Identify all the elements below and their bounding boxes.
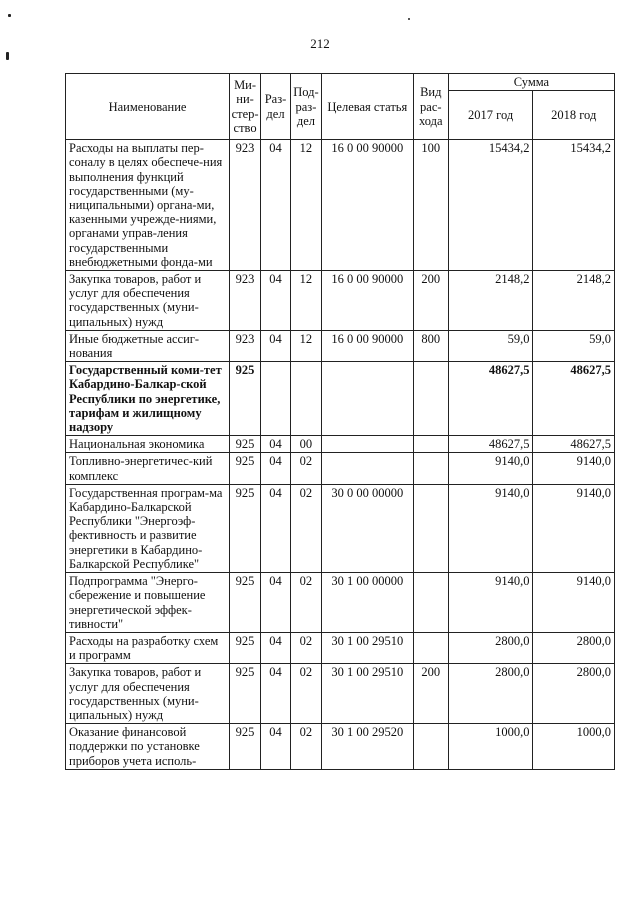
cell-sum-2017: 48627,5 (448, 362, 533, 436)
cell-section: 04 (261, 436, 291, 453)
header-section: Раз-дел (261, 74, 291, 140)
cell-sum-2018: 2800,0 (533, 632, 615, 663)
cell-target-article (321, 362, 413, 436)
cell-sum-2018: 9140,0 (533, 573, 615, 633)
cell-sum-2017: 48627,5 (448, 436, 533, 453)
cell-expense-type (413, 724, 448, 770)
cell-target-article: 30 0 00 00000 (321, 484, 413, 572)
cell-sum-2018: 1000,0 (533, 724, 615, 770)
cell-sum-2017: 9140,0 (448, 484, 533, 572)
page-number: 212 (310, 36, 330, 51)
cell-sum-2017: 9140,0 (448, 453, 533, 484)
cell-subsection: 02 (290, 453, 321, 484)
cell-sum-2018: 59,0 (533, 330, 615, 361)
cell-ministry: 925 (230, 362, 261, 436)
table-row (66, 140, 615, 271)
cell-sum-2018: 15434,2 (533, 140, 615, 271)
header-year-2017: 2017 год (448, 91, 533, 140)
cell-section: 04 (261, 271, 291, 331)
cell-subsection (290, 362, 321, 436)
cell-sum-2017: 2800,0 (448, 664, 533, 724)
cell-sum-2018: 48627,5 (533, 436, 615, 453)
table-row (66, 632, 615, 663)
cell-section: 04 (261, 664, 291, 724)
cell-expense-type: 800 (413, 330, 448, 361)
cell-expense-type: 100 (413, 140, 448, 271)
cell-target-article: 30 1 00 29510 (321, 664, 413, 724)
cell-subsection: 02 (290, 484, 321, 572)
cell-expense-type (413, 484, 448, 572)
table-row (66, 330, 615, 361)
cell-sum-2018: 2800,0 (533, 664, 615, 724)
cell-name: Государственный коми-тет Кабардино-Балкар-ской Республики по энергетике, тарифам и жилищному надзору (66, 362, 230, 436)
cell-ministry: 925 (230, 573, 261, 633)
cell-ministry: 925 (230, 484, 261, 572)
cell-sum-2018: 9140,0 (533, 453, 615, 484)
cell-subsection: 12 (290, 330, 321, 361)
header-name: Наименование (66, 74, 230, 140)
cell-sum-2017: 59,0 (448, 330, 533, 361)
cell-expense-type (413, 362, 448, 436)
cell-sum-2018: 9140,0 (533, 484, 615, 572)
cell-target-article (321, 453, 413, 484)
header-target-article: Целевая статья (321, 74, 413, 140)
cell-name: Оказание финансовой поддержки по установке приборов учета исполь- (66, 724, 230, 770)
scan-speck (8, 14, 11, 17)
cell-name: Иные бюджетные ассиг-нования (66, 330, 230, 361)
table-row (66, 453, 615, 484)
cell-ministry: 923 (230, 140, 261, 271)
cell-section: 04 (261, 140, 291, 271)
cell-target-article: 30 1 00 29520 (321, 724, 413, 770)
cell-section (261, 362, 291, 436)
cell-sum-2017: 2148,2 (448, 271, 533, 331)
cell-name: Расходы на разработку схем и программ (66, 632, 230, 663)
cell-expense-type (413, 632, 448, 663)
cell-name: Закупка товаров, работ и услуг для обеспечения государственных (муни-ципальных) нужд (66, 271, 230, 331)
cell-ministry: 925 (230, 453, 261, 484)
cell-expense-type: 200 (413, 664, 448, 724)
cell-name: Государственная програм-ма Кабардино-Балкарской Республики "Энергоэф-фективность и развитие энергетики в Кабардино-Балкарской Республике" (66, 484, 230, 572)
cell-subsection: 12 (290, 271, 321, 331)
cell-target-article (321, 436, 413, 453)
cell-section: 04 (261, 573, 291, 633)
header-subsection: Под-раз-дел (290, 74, 321, 140)
cell-section: 04 (261, 453, 291, 484)
table-row (66, 664, 615, 724)
header-ministry: Ми-ни-стер-ство (230, 74, 261, 140)
table-row (66, 573, 615, 633)
scan-speck (408, 18, 410, 20)
header-expense-type: Вид рас-хода (413, 74, 448, 140)
cell-section: 04 (261, 632, 291, 663)
cell-ministry: 925 (230, 664, 261, 724)
cell-subsection: 02 (290, 632, 321, 663)
cell-name: Подпрограмма "Энерго-сбережение и повышение энергетической эффек-тивности" (66, 573, 230, 633)
scan-speck (6, 52, 9, 60)
cell-subsection: 12 (290, 140, 321, 271)
cell-name: Топливно-энергетичес-кий комплекс (66, 453, 230, 484)
table-row (66, 436, 615, 453)
cell-ministry: 923 (230, 271, 261, 331)
cell-sum-2017: 15434,2 (448, 140, 533, 271)
header-sum: Сумма (448, 74, 614, 91)
cell-target-article: 16 0 00 90000 (321, 271, 413, 331)
cell-name: Закупка товаров, работ и услуг для обеспечения государственных (муни-ципальных) нужд (66, 664, 230, 724)
cell-subsection: 02 (290, 724, 321, 770)
cell-ministry: 923 (230, 330, 261, 361)
table-body (66, 140, 615, 770)
cell-section: 04 (261, 330, 291, 361)
table-row (66, 362, 615, 436)
cell-ministry: 925 (230, 724, 261, 770)
table-row (66, 724, 615, 770)
cell-subsection: 02 (290, 573, 321, 633)
cell-target-article: 16 0 00 90000 (321, 330, 413, 361)
cell-target-article: 16 0 00 90000 (321, 140, 413, 271)
cell-target-article: 30 1 00 29510 (321, 632, 413, 663)
cell-subsection: 00 (290, 436, 321, 453)
table-row (66, 271, 615, 331)
cell-ministry: 925 (230, 436, 261, 453)
cell-name: Национальная экономика (66, 436, 230, 453)
cell-sum-2017: 9140,0 (448, 573, 533, 633)
table-row (66, 484, 615, 572)
cell-section: 04 (261, 724, 291, 770)
cell-section: 04 (261, 484, 291, 572)
cell-name: Расходы на выплаты пер-соналу в целях обеспече-ния выполнения функций государственными (му-ниципальными) органа-ми, казенными учрежде-ниями, органами управ-ления государственными внебюджетными фонда-ми (66, 140, 230, 271)
cell-sum-2018: 48627,5 (533, 362, 615, 436)
budget-table (65, 73, 615, 770)
cell-expense-type (413, 436, 448, 453)
cell-target-article: 30 1 00 00000 (321, 573, 413, 633)
cell-expense-type (413, 453, 448, 484)
cell-expense-type (413, 573, 448, 633)
cell-sum-2018: 2148,2 (533, 271, 615, 331)
cell-ministry: 925 (230, 632, 261, 663)
cell-expense-type: 200 (413, 271, 448, 331)
header-year-2018: 2018 год (533, 91, 615, 140)
cell-sum-2017: 1000,0 (448, 724, 533, 770)
cell-sum-2017: 2800,0 (448, 632, 533, 663)
cell-subsection: 02 (290, 664, 321, 724)
